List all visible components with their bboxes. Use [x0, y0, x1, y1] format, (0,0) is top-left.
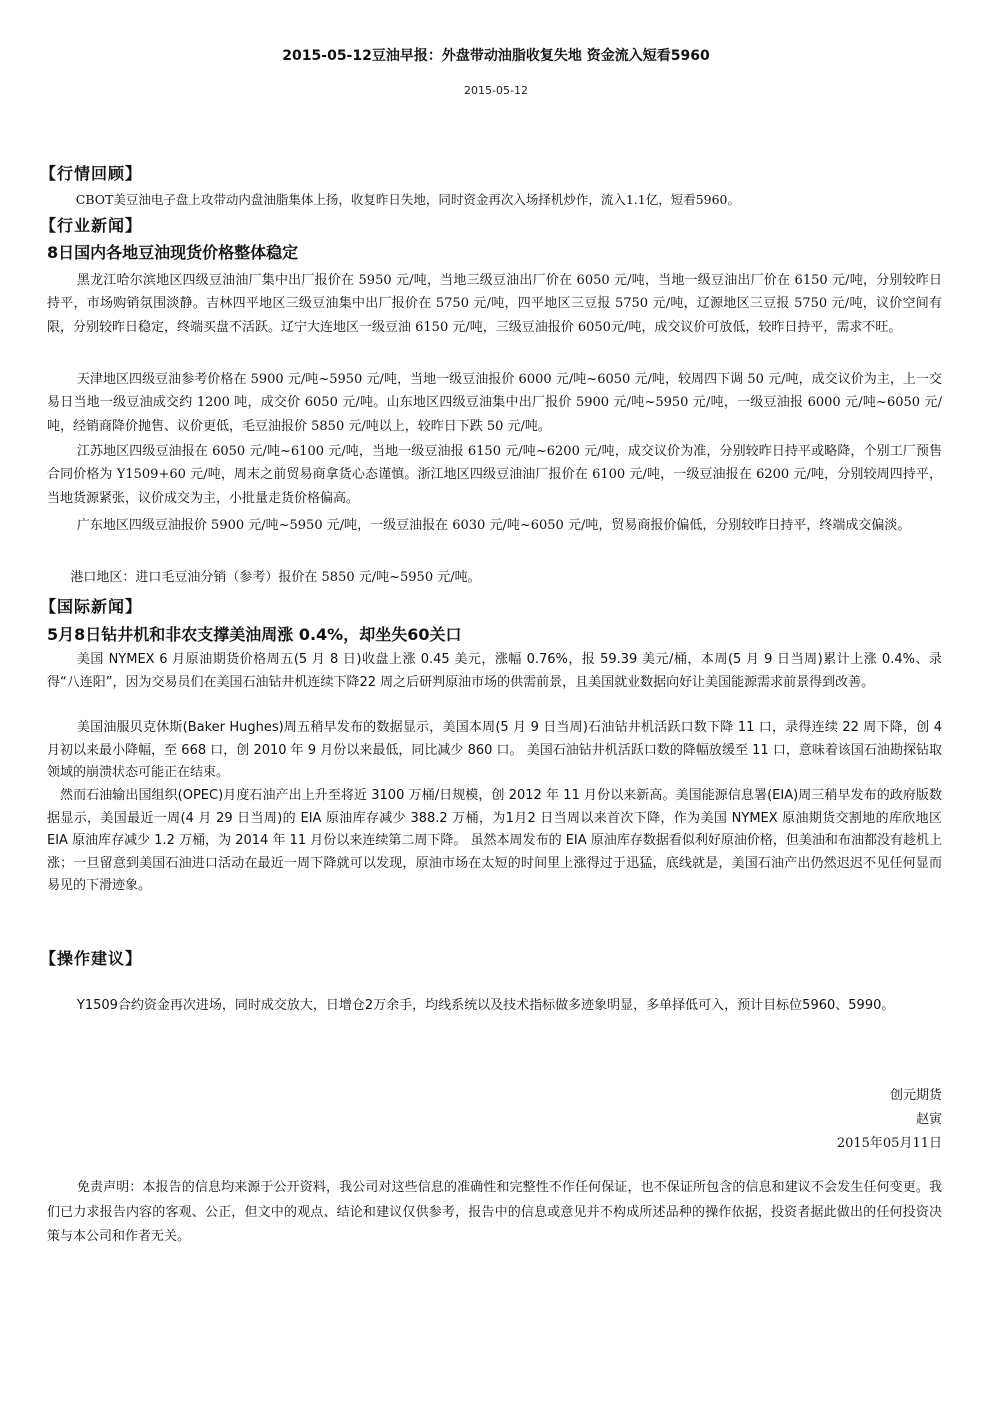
disclaimer-text: 免责声明：本报告的信息均来源于公开资料，我公司对这些信息的准确性和完整性不作任何保证，也不保证所包含的信息和建议不会发生任何变更。我们已力求报告内容的客观、公正，但文中的观点、结论和建议仅供参考，报告中的信息或意见并不构成所述品种的操作依据，投资者据此做出的任何投资决策与本公司和作者无关。 [47, 1180, 942, 1244]
industry-news-paragraph: 天津地区四级豆油参考价格在 5900 元/吨~5950 元/吨，当地一级豆油报价 6000 元/吨~6050 元/吨，较周四下调 50 元/吨，成交议价为主，上一交易日当地一级豆油成交约 1200 吨，成交价 6050 元/吨。山东地区四级豆油集中出厂报价 5900 元/吨~5950 元/吨，一级豆油报 6000 元/吨~6050 元/吨，经销商降价抛售、议价更低，毛豆油报价 5850 元/吨以上，较昨日下跌 50 元/吨。 [47, 372, 942, 434]
industry-news-paragraph: 广东地区四级豆油报价 5900 元/吨~5950 元/吨，一级豆油报在 6030 元/吨~6050 元/吨，贸易商报价偏低，分别较昨日持平，终端成交偏淡。 [76, 518, 911, 533]
market-review-text: CBOT美豆油电子盘上攻带动内盘油脂集体上扬，收复昨日失地，同时资金再次入场择机炒作，流入1.1亿，短看5960。 [75, 192, 741, 207]
intl-news-paragraph: 然而石油输出国组织(OPEC)月度石油产出上升至将近 3100 万桶/日规模，创 2012 年 11 月份以来新高。美国能源信息署(EIA)周三稍早发布的政府版数据显示，美国最近一周(4 月 29 日当周)的 EIA 原油库存减少 388.2 万桶，为1月2 日当周以来首次下降，作为美国 NYMEX 原油期货交割地的库欣地区 EIA 原油库存减少 1.2 万桶，为 2014 年 11 月份以来连续第二周下降。 虽然本周发布的 EIA 原油库存数据看似利好原油价格，但美油和布油都没有趁机上涨；一旦留意到美国石油进口活动在最近一周下降就可以发现，原油市场在太短的时间里上涨得过于迅猛，底线就是，美国石油产出仍然迟迟不见任何显而易见的下滑迹象。 [47, 788, 942, 893]
industry-news-subtitle: 8日国内各地豆油现货价格整体稳定 [47, 243, 299, 262]
intl-news-paragraph: 美国 NYMEX 6 月原油期货价格周五(5 月 8 日)收盘上涨 0.45 美元，涨幅 0.76%，报 59.39 美元/桶，本周(5 月 9 日当周)累计上涨 0.4%、录得“八连阳”，因为交易员们在美国石油钻井机连续下降22 周之后研判原油市场的供需前景，且美国就业数据向好让美国能源需求前景得到改善。 [47, 652, 942, 690]
signature-author: 赵寅 [915, 1112, 942, 1127]
intl-news-subtitle: 5月8日钻井机和非农支撑美油周涨 0.4%，却坐失60关口 [47, 625, 462, 644]
section-heading-industry-news: 【行业新闻】 [40, 216, 143, 235]
intl-news-paragraph: 美国油服贝克休斯(Baker Hughes)周五稍早发布的数据显示，美国本周(5 月 9 日当周)石油钻井机活跃口数下降 11 口，录得连续 22 周下降，创 4 月初以来最小降幅，至 668 口，创 2010 年 9 月份以来最低，同比减少 860 口。 美国石油钻井机活跃口数的降幅放缓至 11 口，意味着该国石油勘探钻取领域的崩溃状态可能正在结束。 [47, 720, 942, 780]
signature-date: 2015年05月11日 [836, 1136, 942, 1151]
signature-company: 创元期货 [889, 1088, 942, 1103]
industry-news-paragraph: 江苏地区四级豆油报在 6050 元/吨~6100 元/吨，当地一级豆油报 6150 元/吨~6200 元/吨，成交议价为准，分别较昨日持平或略降，个别工厂预售合同价格为 Y1509+60 元/吨，周末之前贸易商拿货心态谨慎。浙江地区四级豆油油厂报价在 6100 元/吨，一级豆油报在 6200 元/吨，分别较周四持平，当地货源紧张，议价成交为主，小批量走货价格偏高。 [47, 444, 942, 506]
advice-text: Y1509合约资金再次进场，同时成交放大，日增仓2万余手，均线系统以及技术指标做多迹象明显，多单择低可入，预计目标位5960、5990。 [76, 998, 895, 1013]
industry-news-paragraph: 港口地区：进口毛豆油分销（参考）报价在 5850 元/吨~5950 元/吨。 [70, 570, 481, 585]
industry-news-paragraph: 黑龙江哈尔滨地区四级豆油油厂集中出厂报价在 5950 元/吨，当地三级豆油出厂价在 6050 元/吨，当地一级豆油出厂价在 6150 元/吨，分别较昨日持平，市场购销氛围淡静。吉林四平地区三级豆油集中出厂报价在 5750 元/吨，四平地区三豆报 5750 元/吨，辽源地区三豆报 5750 元/吨，议价空间有限，分别较昨日稳定，终端买盘不活跃。辽宁大连地区一级豆油 6150 元/吨，三级豆油报价 6050元/吨，成交议价可放低，较昨日持平，需求不旺。 [47, 273, 942, 335]
section-heading-advice: 【操作建议】 [40, 949, 143, 968]
section-heading-intl-news: 【国际新闻】 [40, 597, 143, 616]
report-date: 2015-05-12 [464, 84, 528, 97]
report-title: 2015-05-12豆油早报：外盘带动油脂收复失地 资金流入短看5960 [282, 48, 710, 64]
section-heading-market-review: 【行情回顾】 [40, 164, 143, 183]
